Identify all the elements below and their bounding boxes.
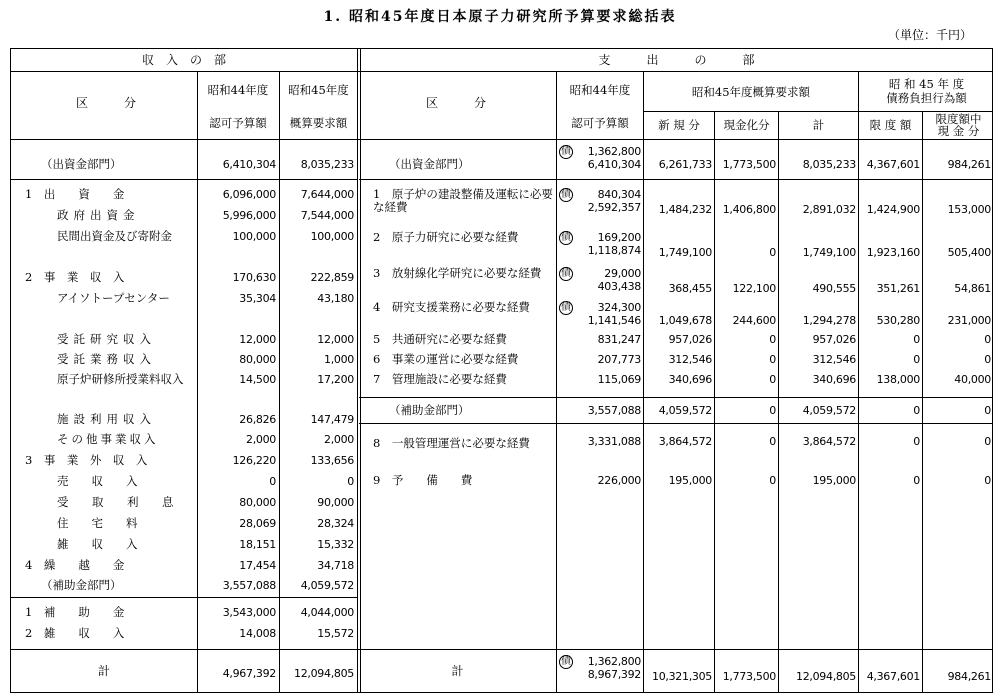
income-row-label: 1 出 資 金 [25,187,125,201]
income-row-label: その他事業収入 [57,432,159,446]
income-row-s45: 1,000 [324,353,354,366]
income-row-s45: 15,572 [317,627,354,640]
income-s44-header-sub: 認可予算額 [209,116,267,130]
expense-row-total: 1,749,100 [802,246,856,259]
expense-kubun-header: 区 分 [425,96,486,110]
col-line [714,111,715,692]
income-row-s45: 90,000 [317,496,354,509]
expense-row-cash: 1,406,800 [722,203,776,216]
expense-debt-header-sub: 債務負担行為額 [886,91,967,105]
income-s44-header: 昭和44年度 [207,83,269,97]
income-row-s44: 6,410,304 [222,158,276,171]
income-row-s45: 222,859 [310,271,354,284]
expense-row-cash: 244,600 [732,314,776,327]
income-row-s44: 14,008 [239,627,276,640]
income-row-s45: 4,059,572 [300,579,354,592]
income-row-s45: 133,656 [310,454,354,467]
expense-row-s44: 3,331,088 [587,435,641,448]
expense-row-label: 6 事業の運営に必要な経費 [373,352,519,366]
expense-row-s44-debt: 169,200 [597,231,641,244]
expense-row-label: 9 予 備 費 [373,473,473,487]
expense-total-new: 10,321,305 [652,670,712,683]
expense-row-limcash: 153,000 [947,203,991,216]
expense-row-s44: 115,069 [597,373,641,386]
expense-row-cash: 0 [769,333,776,346]
expense-row-new: 368,455 [668,282,712,295]
expense-row-label: （補助金部門） [389,403,470,417]
income-row-label: 受 取 利 息 [57,495,180,509]
expense-row-s44-debt: 324,300 [597,301,641,314]
expense-row-cash: 0 [769,246,776,259]
expense-row-new: 4,059,572 [658,404,712,417]
debt-mark: 債 [561,232,571,243]
section-divider [357,49,361,692]
expense-row-cash: 0 [769,435,776,448]
expense-limcash-header-sub: 現 金 分 [937,124,980,138]
income-total-label: 計 [97,664,110,678]
expense-row-limit: 0 [913,353,920,366]
expense-row-limit: 0 [913,333,920,346]
expense-row-cash: 0 [769,353,776,366]
col-line [556,71,557,692]
budget-table [10,48,993,693]
income-row-label: 原子炉研修所授業料収入 [57,372,184,386]
expense-total-s44-debt: 1,362,800 [587,655,641,668]
expense-s44-header: 昭和44年度 [569,83,631,97]
income-row-s45: 43,180 [317,292,354,305]
expense-row-s44: 6,410,304 [587,158,641,171]
expense-total-header: 計 [812,118,825,132]
expense-row-limit: 4,367,601 [866,158,920,171]
income-row-s45: 12,000 [317,333,354,346]
income-row-label: 民間出資金及び寄附金 [57,229,172,243]
income-row-label: 3 事 業 外 収 入 [25,453,148,467]
debt-mark: 債 [561,268,571,279]
income-row-s44: 3,557,088 [222,579,276,592]
expense-total-label: 計 [451,664,464,678]
expense-row-new: 957,026 [668,333,712,346]
income-row-s44: 14,500 [239,373,276,386]
expense-row-s44: 1,118,874 [587,244,641,257]
row-line [359,397,992,398]
income-row-s44: 80,000 [239,353,276,366]
income-row-s44: 12,000 [239,333,276,346]
expense-row-limcash: 0 [984,474,991,487]
expense-row-s44-debt: 1,362,800 [587,145,641,158]
expense-limit-header: 限 度 額 [869,118,912,132]
income-row-s45: 4,044,000 [300,606,354,619]
expense-row-s44: 207,773 [597,353,641,366]
expense-total-limit: 4,367,601 [866,670,920,683]
debt-mark: 債 [561,146,571,157]
income-row-s44: 80,000 [239,496,276,509]
expense-row-total: 8,035,233 [802,158,856,171]
unit-label: （単位：千円） [887,28,972,42]
expense-row-total: 195,000 [812,474,856,487]
expense-row-limit: 0 [913,404,920,417]
expense-row-label: 2 原子力研究に必要な経費 [373,230,519,244]
document-title: 1. 昭和45年度日本原子力研究所予算要求総括表 [323,9,677,25]
expense-row-total: 340,696 [812,373,856,386]
expense-row-limcash: 0 [984,435,991,448]
income-row-label: 2 事 業 収 入 [25,270,125,284]
income-row-label: （補助金部門） [41,578,122,592]
expense-row-limit: 0 [913,474,920,487]
expense-row-limit: 0 [913,435,920,448]
income-row-s45: 28,324 [317,517,354,530]
expense-row-total: 957,026 [812,333,856,346]
col-line [922,111,923,692]
income-row-s44: 170,630 [232,271,276,284]
row-line [359,423,992,424]
income-row-label: 受託研究収入 [57,332,156,346]
expense-row-s44: 2,592,357 [587,201,641,214]
expense-row-limit: 1,923,160 [866,246,920,259]
expense-row-s44-debt: 29,000 [604,267,641,280]
expense-row-s44: 3,557,088 [587,404,641,417]
row-line [11,139,992,140]
expense-row-limcash: 54,861 [954,282,991,295]
expense-row-label: 1 原子炉の建設整備及運転に必要な経費 [373,187,553,214]
row-line [11,71,992,72]
income-row-label: 2 雑 収 入 [25,626,125,640]
debt-mark: 債 [561,656,571,667]
expense-row-limcash: 0 [984,404,991,417]
income-row-s45: 2,000 [324,433,354,446]
expense-s44-header-sub: 認可予算額 [571,116,629,130]
income-row-label: （出資金部門） [41,157,122,171]
expense-row-label: 3 放射線化学研究に必要な経費 [373,266,542,280]
expense-row-total: 1,294,278 [802,314,856,327]
expense-row-label: 8 一般管理運営に必要な経費 [373,436,530,450]
income-row-s44: 100,000 [232,230,276,243]
expense-row-label: 7 管理施設に必要な経費 [373,372,507,386]
income-row-s45: 7,544,000 [300,209,354,222]
income-row-s44: 26,826 [239,413,276,426]
expense-row-limcash: 0 [984,333,991,346]
income-row-s44: 28,069 [239,517,276,530]
expense-row-s44: 226,000 [597,474,641,487]
income-row-s44: 6,096,000 [222,188,276,201]
income-row-label: 売 収 入 [57,474,138,488]
expense-row-cash: 0 [769,474,776,487]
row-line [11,179,357,180]
income-s45-header: 昭和45年度 [288,83,349,97]
expense-total-s44: 8,967,392 [587,668,641,681]
expense-row-limcash: 231,000 [947,314,991,327]
expense-row-limit: 351,261 [876,282,920,295]
expense-row-new: 195,000 [668,474,712,487]
expense-row-s44: 403,438 [597,280,641,293]
expense-row-new: 1,749,100 [658,246,712,259]
expense-cash-header: 現金化分 [723,118,770,132]
expense-row-limcash: 984,261 [947,158,991,171]
income-row-label: 受託業務収入 [57,352,156,366]
expense-new-header: 新 規 分 [658,118,700,132]
expense-row-s44: 831,247 [597,333,641,346]
expense-row-s44: 1,141,546 [587,314,641,327]
expense-row-new: 3,864,572 [658,435,712,448]
expense-row-new: 340,696 [668,373,712,386]
income-row-label: 施設利用収入 [57,412,156,426]
expense-row-limcash: 40,000 [954,373,991,386]
income-row-s45: 34,718 [317,559,354,572]
expense-total-cash: 1,773,500 [722,670,776,683]
income-row-s44: 17,454 [239,559,276,572]
income-row-s45: 0 [347,475,354,488]
income-row-s44: 35,304 [239,292,276,305]
income-row-label: 雑 収 入 [57,537,138,551]
expense-row-label: 4 研究支援業務に必要な経費 [373,300,530,314]
expense-row-total: 490,555 [812,282,856,295]
income-s45-header-sub: 概算要求額 [289,116,348,130]
income-row-label: 住 宅 料 [57,516,138,530]
expense-row-limit: 138,000 [876,373,920,386]
expense-row-cash: 1,773,500 [722,158,776,171]
income-row-s44: 0 [269,475,276,488]
income-row-s44: 18,151 [239,538,276,551]
expense-s45-header: 昭和45年度概算要求額 [691,85,811,99]
income-row-s44: 126,220 [232,454,276,467]
expense-row-total: 4,059,572 [802,404,856,417]
expense-total-limcash: 984,261 [947,670,991,683]
expense-limcash-header: 限度額中 [935,112,982,126]
expense-row-total: 312,546 [812,353,856,366]
expense-row-limit: 1,424,900 [866,203,920,216]
income-row-label: 4 繰 越 金 [25,558,125,572]
expense-row-cash: 0 [769,373,776,386]
income-total-s44: 4,967,392 [222,667,276,680]
row-line [11,597,357,598]
income-row-s45: 147,479 [310,413,354,426]
expense-row-new: 1,484,232 [658,203,712,216]
income-row-s44: 5,996,000 [222,209,276,222]
expense-row-total: 2,891,032 [802,203,856,216]
expense-row-label: （出資金部門） [389,157,470,171]
expense-row-total: 3,864,572 [802,435,856,448]
expense-row-label: 5 共通研究に必要な経費 [373,332,507,346]
income-kubun-header: 区 分 [75,96,136,110]
expense-row-limcash: 0 [984,353,991,366]
row-line [359,179,992,180]
debt-mark: 債 [561,189,571,200]
income-row-s45: 17,200 [317,373,354,386]
debt-mark: 債 [561,302,571,313]
income-row-label: 政府出資金 [57,208,140,222]
expense-total-total: 12,094,805 [796,670,856,683]
expense-row-cash: 122,100 [732,282,776,295]
col-line [778,111,779,692]
expense-row-limcash: 505,400 [947,246,991,259]
expense-row-new: 6,261,733 [658,158,712,171]
expense-section-title: 支 出 の 部 [598,53,755,67]
income-row-label: 1 補 助 金 [25,605,125,619]
expense-debt-header: 昭 和 45 年 度 [888,77,965,91]
income-section-title: 収 入 の 部 [141,53,226,67]
expense-row-limit: 530,280 [876,314,920,327]
expense-row-new: 312,546 [668,353,712,366]
expense-row-cash: 0 [769,404,776,417]
income-total-s45: 12,094,805 [294,667,354,680]
income-row-label: アイソトープセンター [57,291,170,305]
income-row-s45: 100,000 [310,230,354,243]
income-row-s45: 7,644,000 [300,188,354,201]
row-line [11,649,992,650]
expense-row-s44-debt: 840,304 [597,188,641,201]
income-row-s44: 3,543,000 [222,606,276,619]
income-row-s45: 15,332 [317,538,354,551]
expense-row-new: 1,049,678 [658,314,712,327]
income-row-s44: 2,000 [246,433,276,446]
income-row-s45: 8,035,233 [300,158,354,171]
